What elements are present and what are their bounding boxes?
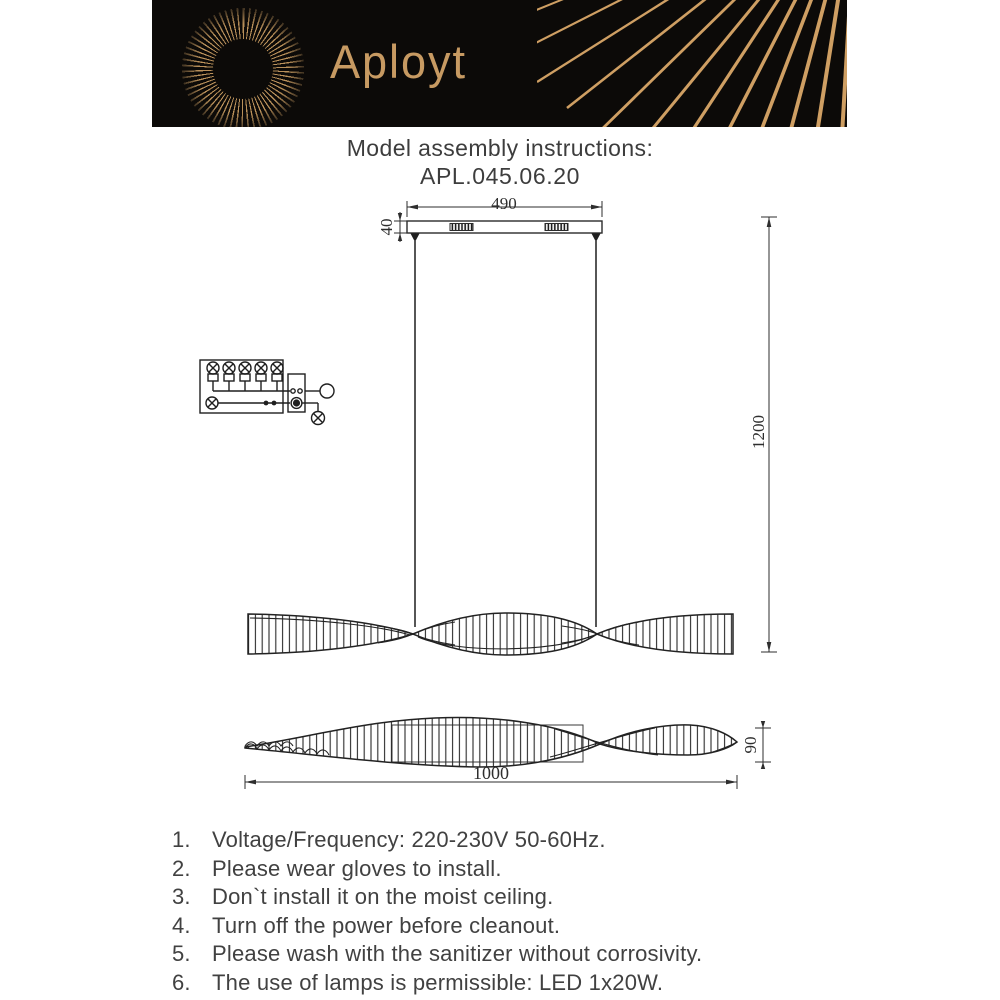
instruction-text: Turn off the power before cleanout. — [212, 912, 561, 938]
lamp-front-view — [248, 613, 733, 655]
dim-canopy-width — [407, 195, 602, 217]
instruction-number: 3. — [172, 884, 191, 910]
dim-suspension-height — [749, 217, 777, 652]
dim-1200-label: 1200 — [749, 415, 768, 449]
instruction-item — [172, 855, 852, 884]
instruction-number: 5. — [172, 941, 191, 967]
instruction-item — [172, 912, 852, 941]
instruction-item — [172, 883, 852, 912]
instruction-item — [172, 940, 852, 969]
dim-40-label: 40 — [377, 218, 396, 236]
instruction-number: 2. — [172, 855, 191, 881]
lamp-perspective-view — [245, 717, 737, 767]
dim-canopy-height — [377, 212, 408, 242]
instruction-text: Please wash with the sanitizer without corrosivity. — [212, 941, 703, 967]
instruction-text: The use of lamps is permissible: LED 1x20W. — [212, 969, 664, 995]
instruction-text: Please wear gloves to install. — [212, 855, 502, 881]
instruction-number: 6. — [172, 969, 191, 995]
instructions-list — [172, 826, 852, 998]
instruction-text: Don`t install it on the moist ceiling. — [212, 884, 554, 910]
instruction-item — [172, 826, 852, 855]
brand-logotype: Aployt — [330, 35, 467, 88]
dim-1000-label: 1000 — [473, 763, 509, 783]
decorative-rays-icon — [537, 0, 847, 127]
dim-90-label: 90 — [741, 736, 760, 754]
instruction-number: 4. — [172, 912, 191, 938]
wiring-schematic-icon — [200, 360, 334, 425]
title-block — [0, 134, 1000, 190]
page-title: Model assembly instructions: — [346, 135, 654, 161]
model-code: APL.045.06.20 — [420, 163, 580, 189]
dim-fixture-height — [741, 721, 771, 769]
instruction-number: 1. — [172, 827, 191, 852]
assembly-diagram — [150, 195, 850, 803]
instruction-text: Voltage/Frequency: 220-230V 50-60Hz. — [212, 827, 606, 852]
suspension-wires — [411, 234, 601, 628]
instruction-item — [172, 969, 852, 998]
dim-490-label: 490 — [491, 195, 517, 213]
brand-banner — [152, 0, 847, 127]
sunburst-core — [213, 39, 273, 99]
dim-fixture-length — [245, 763, 737, 789]
canopy-top-view — [407, 221, 602, 233]
